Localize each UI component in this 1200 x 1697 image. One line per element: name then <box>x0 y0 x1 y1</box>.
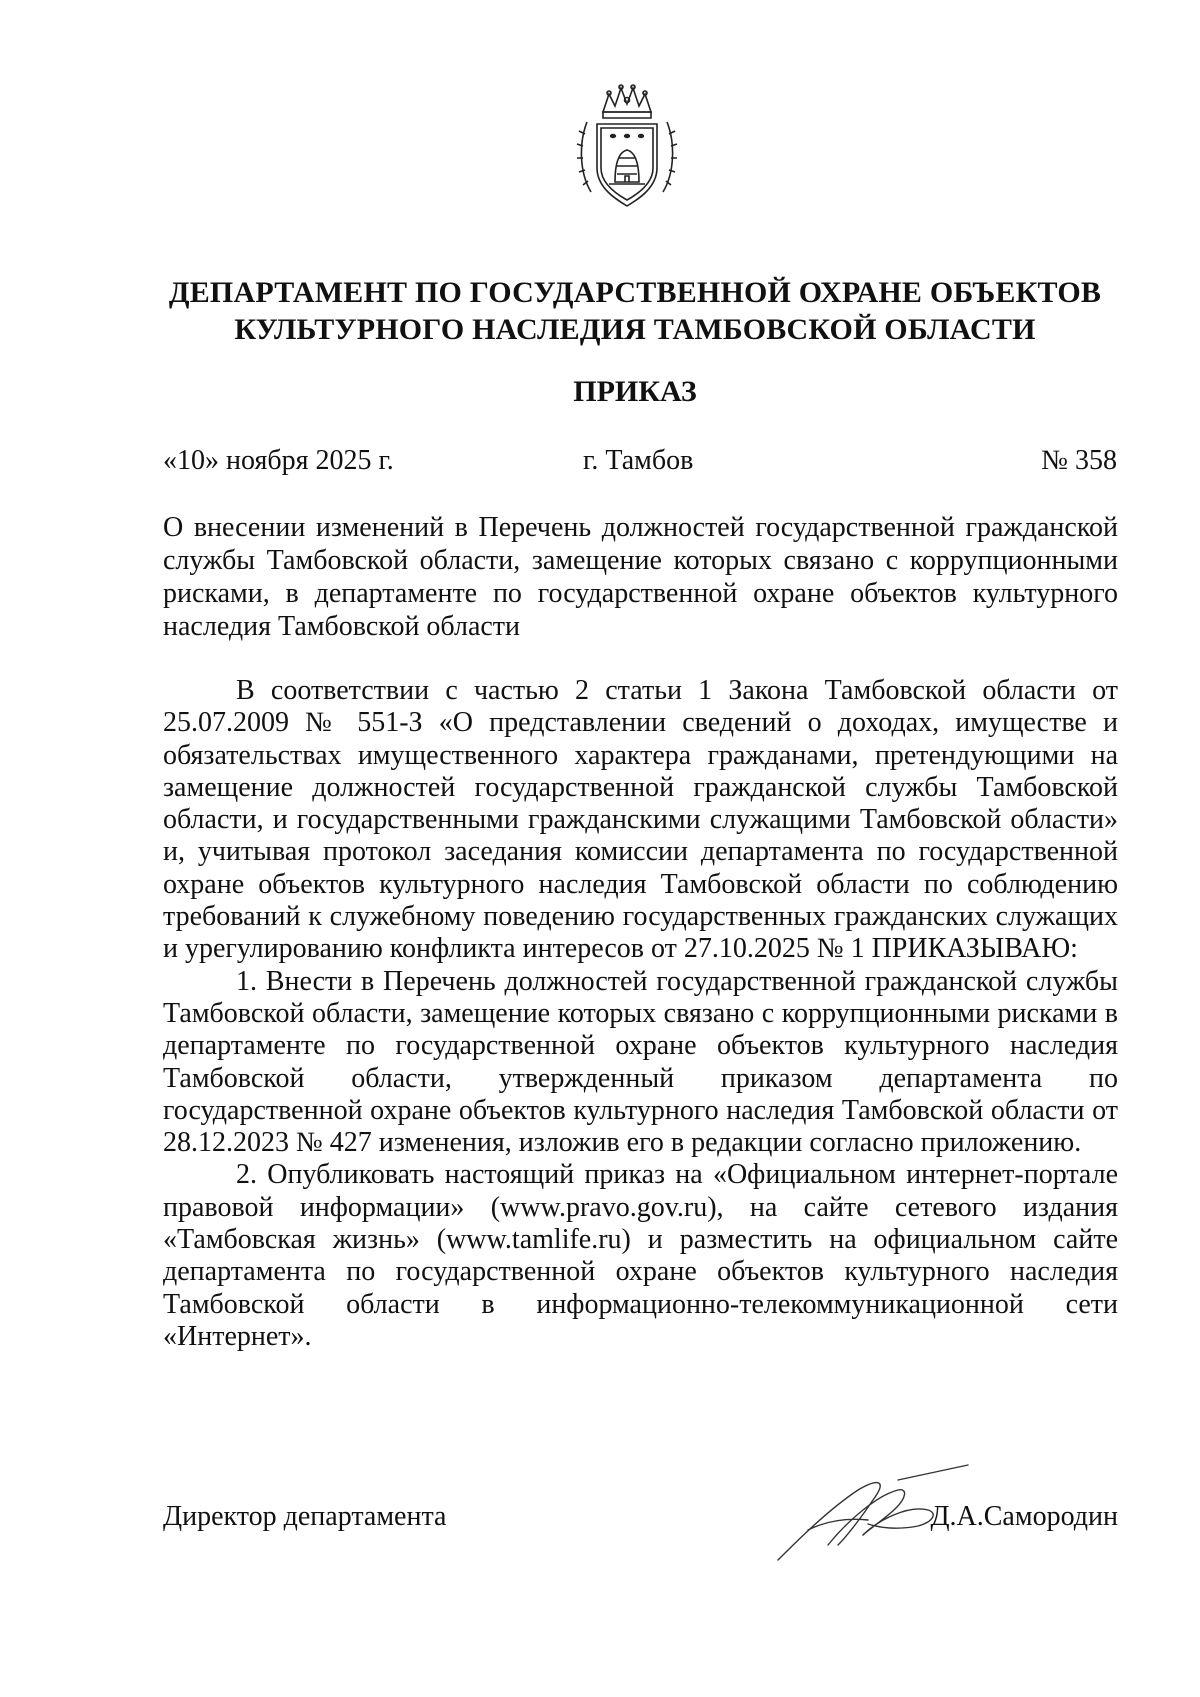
order-subject: О внесении изменений в Перечень должностей государственной гражданской службы Тамбовской области, замещение которых связано с коррупционными рисками, в департаменте по государственной охране объектов культурного наследия Тамбовской области <box>163 512 1118 642</box>
order-body <box>163 675 1118 1353</box>
preamble-paragraph: В соответствии с частью 2 статьи 1 Закона Тамбовской области от 25.07.2009 № 551-З «О представлении сведений о доходах, имуществе и обязательствах имущественного характера гражданами, претендующими на замещение должностей государственной гражданской службы Тамбовской области, и государственными гражданскими служащими Тамбовской области» и, учитывая протокол заседания комиссии департамента по государственной охране объектов культурного наследия Тамбовской области по соблюдению требований к служебному поведению государственных гражданских служащих и урегулированию конфликта интересов от 27.10.2025 № 1 ПРИКАЗЫВАЮ: <box>163 675 1118 965</box>
signer-name: Д.А.Самородин <box>930 1501 1118 1532</box>
order-item-2: 2. Опубликовать настоящий приказ на «Официальном интернет-портале правовой информации» (www.pravo.gov.ru), на сайте сетевого издания «Тамбовская жизнь» (www.tamlife.ru) и разместить на официальном сайте департамента по государственной охране объектов культурного наследия Тамбовской области в информационно-телекоммуникационной сети «Интернет». <box>163 1159 1118 1352</box>
order-date: «10» ноября 2025 г. <box>163 445 394 476</box>
coat-of-arms-icon <box>573 82 681 212</box>
order-city: г. Тамбов <box>583 445 694 476</box>
order-item-1: 1. Внести в Перечень должностей государственной гражданской службы Тамбовской области, замещение которых связано с коррупционными рисками в департаменте по государственной охране объектов культурного наследия Тамбовской области, утвержденный приказом департамента по государственной охране объектов культурного наследия Тамбовской области от 28.12.2023 № 427 изменения, изложив его в редакции согласно приложению. <box>163 965 1118 1159</box>
order-meta <box>163 444 1117 478</box>
order-number: № 358 <box>1041 445 1117 476</box>
signature-block <box>163 1460 1118 1570</box>
department-title: ДЕПАРТАМЕНТ ПО ГОСУДАРСТВЕННОЙ ОХРАНЕ ОБЪЕКТОВ КУЛЬТУРНОГО НАСЛЕДИЯ ТАМБОВСКОЙ ОБЛАСТИ <box>168 276 1102 346</box>
document-type: ПРИКАЗ <box>573 375 697 408</box>
signer-position: Директор департамента <box>163 1501 447 1532</box>
